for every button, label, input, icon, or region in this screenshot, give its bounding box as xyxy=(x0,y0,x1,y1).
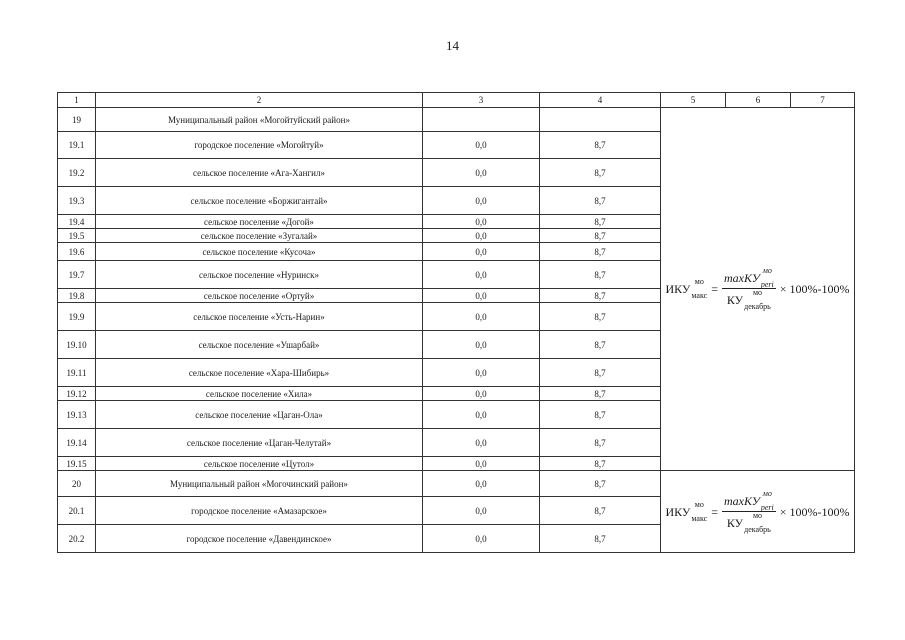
row-name: сельское поселение «Ортуй» xyxy=(96,289,423,303)
table-row xyxy=(58,108,855,132)
row-col4: 8,7 xyxy=(540,401,661,429)
formula-equals: = xyxy=(711,504,718,519)
row-name: городское поселение «Давендинское» xyxy=(96,525,423,553)
formula-lhs-text: ИКУ xyxy=(665,504,691,519)
row-name: сельское поселение «Цаган-Ола» xyxy=(96,401,423,429)
row-col4: 8,7 xyxy=(540,187,661,215)
page-number: 14 xyxy=(446,38,459,53)
row-col3: 0,0 xyxy=(423,401,540,429)
row-col3: 0,0 xyxy=(423,215,540,229)
row-name: сельское поселение «Догой» xyxy=(96,215,423,229)
row-col4: 8,7 xyxy=(540,229,661,243)
row-col3: 0,0 xyxy=(423,187,540,215)
row-col3: 0,0 xyxy=(423,471,540,497)
table-row xyxy=(58,471,855,497)
formula-equals: = xyxy=(711,282,718,296)
formula-numerator-text: maxКУ xyxy=(723,271,760,285)
formula-lhs xyxy=(665,499,708,523)
row-name: сельское поселение «Хила» xyxy=(96,387,423,401)
row-col4: 8,7 xyxy=(540,159,661,187)
row-name: сельское поселение «Ага-Хангил» xyxy=(96,159,423,187)
formula-cell-19 xyxy=(661,108,855,471)
row-name: сельское поселение «Боржигантай» xyxy=(96,187,423,215)
formula-lhs-sub: макс xyxy=(691,513,708,523)
row-number: 19.6 xyxy=(58,243,96,261)
row-name: Муниципальный район «Могойтуйский район» xyxy=(96,108,423,132)
data-table xyxy=(57,92,855,553)
row-number: 19.1 xyxy=(58,132,96,159)
formula-lhs-sub: макс xyxy=(691,291,708,300)
row-number: 19.9 xyxy=(58,303,96,331)
formula-numerator xyxy=(722,266,776,289)
formula-denominator xyxy=(726,510,771,534)
formula-denominator-sup: мо xyxy=(752,510,763,520)
row-col3: 0,0 xyxy=(423,359,540,387)
formula xyxy=(661,266,854,311)
formula-multiplier: × 100%-100% xyxy=(779,504,850,519)
row-name: сельское поселение «Цаган-Челутай» xyxy=(96,429,423,457)
row-number: 19.12 xyxy=(58,387,96,401)
row-number: 19.11 xyxy=(58,359,96,387)
row-name: сельское поселение «Зугалай» xyxy=(96,229,423,243)
row-number: 20.1 xyxy=(58,497,96,525)
header-cell-4: 4 xyxy=(540,93,661,108)
formula-denominator-sub: декабрь xyxy=(744,524,771,534)
formula-lhs-text: ИКУ xyxy=(665,282,691,296)
header-cell-2: 2 xyxy=(96,93,423,108)
header-cell-6: 6 xyxy=(726,93,791,108)
header-row xyxy=(58,93,855,108)
row-name: городское поселение «Могойтуй» xyxy=(96,132,423,159)
row-col4: 8,7 xyxy=(540,331,661,359)
formula-denominator-sup: мо xyxy=(752,288,763,297)
row-col4 xyxy=(540,108,661,132)
row-col4: 8,7 xyxy=(540,359,661,387)
row-col3: 0,0 xyxy=(423,243,540,261)
row-name: сельское поселение «Нуринск» xyxy=(96,261,423,289)
formula-fraction xyxy=(722,488,776,534)
row-col3: 0,0 xyxy=(423,261,540,289)
row-number: 19.15 xyxy=(58,457,96,471)
row-col4: 8,7 xyxy=(540,387,661,401)
row-col3: 0,0 xyxy=(423,229,540,243)
formula-numerator-sub: peri xyxy=(760,502,774,512)
row-number: 19.3 xyxy=(58,187,96,215)
row-name: сельское поселение «Усть-Нарин» xyxy=(96,303,423,331)
formula-numerator-sup: мо xyxy=(762,488,772,498)
formula-multiplier: × 100%-100% xyxy=(779,282,850,296)
row-col4: 8,7 xyxy=(540,303,661,331)
row-col3: 0,0 xyxy=(423,387,540,401)
row-col4: 8,7 xyxy=(540,215,661,229)
row-col3: 0,0 xyxy=(423,525,540,553)
formula-lhs-sup: мо xyxy=(694,499,704,509)
row-number: 19.4 xyxy=(58,215,96,229)
row-name: сельское поселение «Цутол» xyxy=(96,457,423,471)
row-col4: 8,7 xyxy=(540,132,661,159)
formula xyxy=(661,488,854,534)
formula-lhs xyxy=(665,277,708,300)
row-col4: 8,7 xyxy=(540,471,661,497)
row-col3: 0,0 xyxy=(423,303,540,331)
row-name: Муниципальный район «Могочинский район» xyxy=(96,471,423,497)
formula-denominator-text: КУ xyxy=(726,293,744,307)
row-col4: 8,7 xyxy=(540,289,661,303)
formula-denominator-text: КУ xyxy=(726,515,744,530)
row-col4: 8,7 xyxy=(540,457,661,471)
row-number: 19 xyxy=(58,108,96,132)
formula-denominator xyxy=(726,288,771,311)
row-col3 xyxy=(423,108,540,132)
row-col3: 0,0 xyxy=(423,497,540,525)
header-cell-7: 7 xyxy=(791,93,855,108)
formula-numerator-sub: peri xyxy=(760,280,774,289)
row-col3: 0,0 xyxy=(423,289,540,303)
row-number: 19.13 xyxy=(58,401,96,429)
row-col4: 8,7 xyxy=(540,497,661,525)
row-number: 20 xyxy=(58,471,96,497)
row-col4: 8,7 xyxy=(540,525,661,553)
formula-fraction xyxy=(722,266,776,311)
header-cell-3: 3 xyxy=(423,93,540,108)
row-col3: 0,0 xyxy=(423,429,540,457)
formula-numerator-sup: мо xyxy=(762,266,772,275)
row-col3: 0,0 xyxy=(423,457,540,471)
row-number: 19.10 xyxy=(58,331,96,359)
formula-lhs-sup: мо xyxy=(694,277,704,286)
formula-denominator-sub: декабрь xyxy=(744,302,771,311)
row-col4: 8,7 xyxy=(540,243,661,261)
row-col4: 8,7 xyxy=(540,261,661,289)
row-name: сельское поселение «Ушарбай» xyxy=(96,331,423,359)
row-number: 19.5 xyxy=(58,229,96,243)
row-number: 19.2 xyxy=(58,159,96,187)
row-col3: 0,0 xyxy=(423,331,540,359)
row-number: 19.7 xyxy=(58,261,96,289)
header-cell-1: 1 xyxy=(58,93,96,108)
row-number: 19.8 xyxy=(58,289,96,303)
row-col3: 0,0 xyxy=(423,132,540,159)
row-name: сельское поселение «Кусоча» xyxy=(96,243,423,261)
row-name: сельское поселение «Хара-Шибирь» xyxy=(96,359,423,387)
row-col4: 8,7 xyxy=(540,429,661,457)
row-col3: 0,0 xyxy=(423,159,540,187)
row-number: 19.14 xyxy=(58,429,96,457)
row-name: городское поселение «Амазарское» xyxy=(96,497,423,525)
formula-numerator xyxy=(722,488,776,512)
formula-cell-20 xyxy=(661,471,855,553)
formula-numerator-text: maxКУ xyxy=(723,493,760,508)
header-cell-5: 5 xyxy=(661,93,726,108)
row-number: 20.2 xyxy=(58,525,96,553)
